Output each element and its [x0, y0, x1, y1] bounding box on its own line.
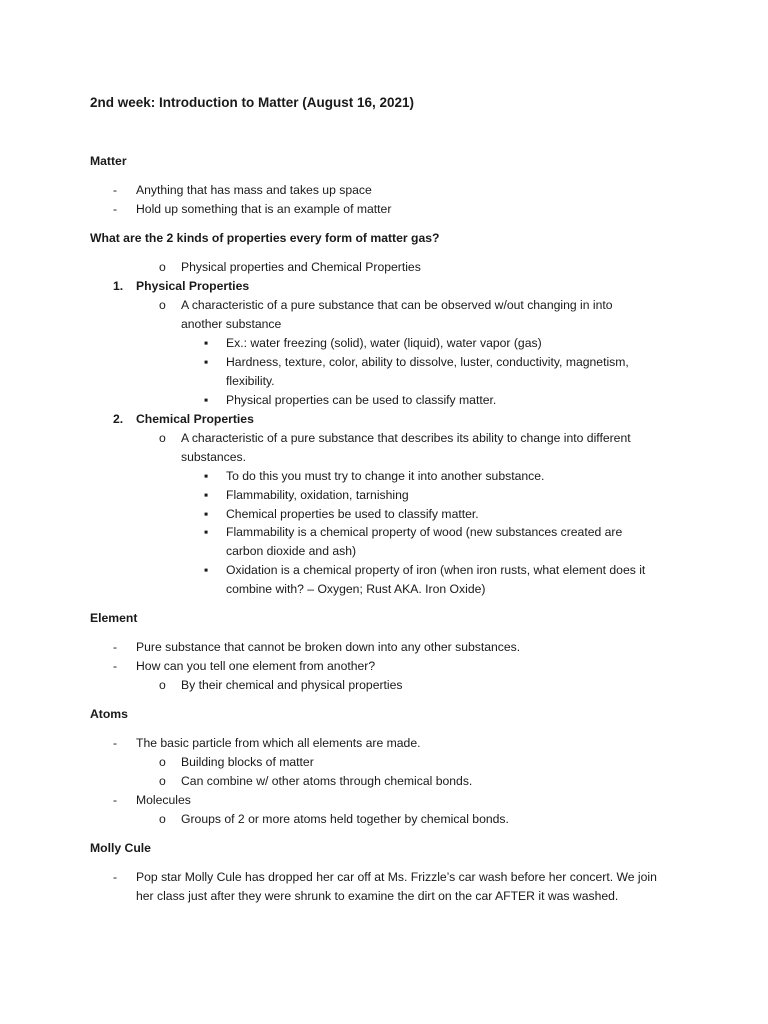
list-item: The basic particle from which all elements are made. — [136, 736, 421, 750]
list-item: Molecules — [136, 793, 191, 807]
section-heading-molly-cule: Molly Cule — [90, 841, 151, 855]
list-item: Hold up something that is an example of matter — [136, 202, 392, 216]
circle-bullet: o — [159, 774, 166, 788]
dash-bullet: - — [113, 870, 118, 884]
list-number: 1. — [113, 279, 124, 293]
list-item: Physical properties and Chemical Properties — [181, 260, 421, 274]
definition-line: A characteristic of a pure substance that describes its ability to change into different — [181, 431, 631, 445]
list-item: Ex.: water freezing (solid), water (liquid), water vapor (gas) — [226, 336, 542, 350]
section-heading-element: Element — [90, 611, 138, 625]
section-heading-atoms: Atoms — [90, 707, 128, 721]
list-item-continuation: flexibility. — [226, 374, 275, 388]
square-bullet: ▪ — [204, 336, 209, 350]
dash-bullet: - — [113, 659, 118, 673]
list-item: How can you tell one element from another? — [136, 659, 376, 673]
list-number: 2. — [113, 412, 124, 426]
list-item: To do this you must try to change it into another substance. — [226, 469, 545, 483]
definition-line: A characteristic of a pure substance that can be observed w/out changing in into — [181, 298, 613, 312]
list-item: Groups of 2 or more atoms held together by chemical bonds. — [181, 812, 509, 826]
square-bullet: ▪ — [204, 563, 209, 577]
square-bullet: ▪ — [204, 355, 209, 369]
physical-properties-heading: Physical Properties — [136, 279, 250, 293]
square-bullet: ▪ — [204, 488, 209, 502]
chemical-properties-heading: Chemical Properties — [136, 412, 254, 426]
square-bullet: ▪ — [204, 507, 209, 521]
section-heading-matter: Matter — [90, 154, 127, 168]
square-bullet: ▪ — [204, 393, 209, 407]
list-item: Hardness, texture, color, ability to dissolve, luster, conductivity, magnetism, — [226, 355, 629, 369]
list-item-continuation: carbon dioxide and ash) — [226, 544, 357, 558]
list-item: Building blocks of matter — [181, 755, 314, 769]
circle-bullet: o — [159, 260, 166, 274]
paragraph-line: Pop star Molly Cule has dropped her car off at Ms. Frizzle’s car wash before her concert. We join — [136, 870, 657, 884]
list-item-continuation: combine with? – Oxygen; Rust AKA. Iron Oxide) — [226, 582, 486, 596]
list-item: By their chemical and physical properties — [181, 678, 403, 692]
circle-bullet: o — [159, 678, 166, 692]
page-title: 2nd week: Introduction to Matter (August 16, 2021) — [90, 95, 415, 110]
circle-bullet: o — [159, 431, 166, 445]
dash-bullet: - — [113, 640, 118, 654]
list-item: Can combine w/ other atoms through chemical bonds. — [181, 774, 473, 788]
list-item: Flammability is a chemical property of wood (new substances created are — [226, 525, 623, 539]
list-item: Pure substance that cannot be broken down into any other substances. — [136, 640, 521, 654]
dash-bullet: - — [113, 183, 118, 197]
dash-bullet: - — [113, 736, 118, 750]
dash-bullet: - — [113, 793, 118, 807]
square-bullet: ▪ — [204, 469, 209, 483]
paragraph-line: her class just after they were shrunk to examine the dirt on the car AFTER it was washed. — [136, 889, 619, 903]
list-item: Chemical properties be used to classify matter. — [226, 507, 479, 521]
list-item: Physical properties can be used to classify matter. — [226, 393, 497, 407]
properties-question: What are the 2 kinds of properties every form of matter gas? — [90, 231, 440, 245]
circle-bullet: o — [159, 298, 166, 312]
definition-line: substances. — [181, 450, 247, 464]
list-item: Oxidation is a chemical property of iron (when iron rusts, what element does it — [226, 563, 646, 577]
definition-line: another substance — [181, 317, 282, 331]
square-bullet: ▪ — [204, 525, 209, 539]
list-item: Anything that has mass and takes up space — [136, 183, 372, 197]
circle-bullet: o — [159, 755, 166, 769]
list-item: Flammability, oxidation, tarnishing — [226, 488, 409, 502]
dash-bullet: - — [113, 202, 118, 216]
circle-bullet: o — [159, 812, 166, 826]
